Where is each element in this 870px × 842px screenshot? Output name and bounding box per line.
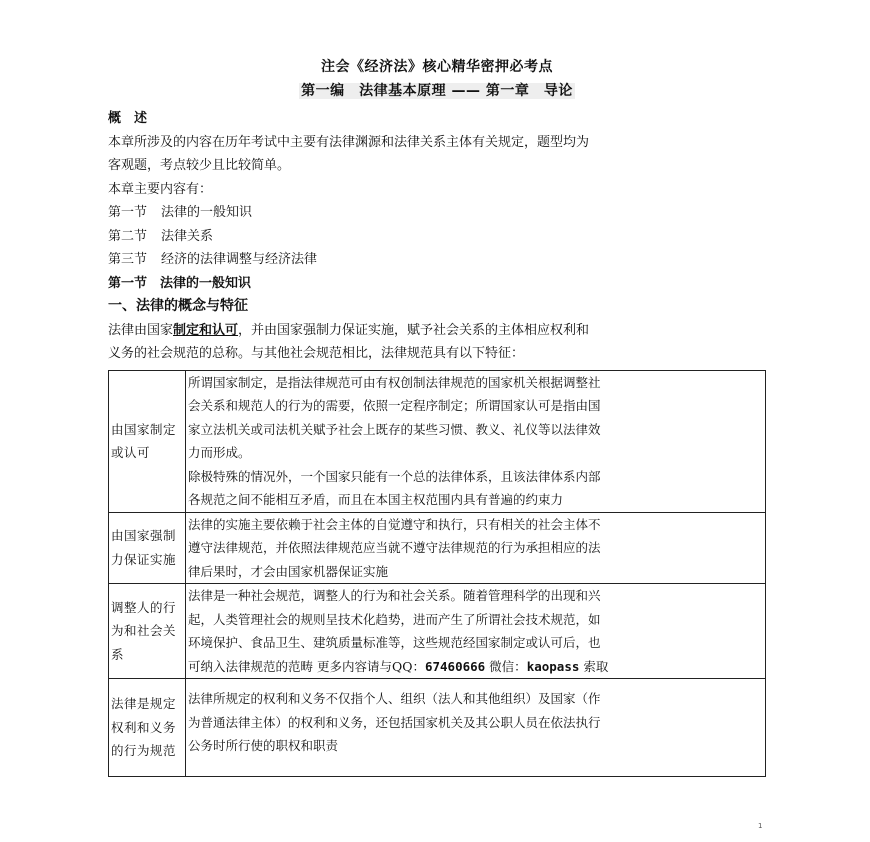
description-line: 法律的实施主要依赖于社会主体的自觉遵守和执行，只有相关的社会主体不 [188,516,601,532]
document-page [108,55,766,777]
description-line: 公务时所行使的职权和职责 [188,738,339,753]
description-line: 除极特殊的情况外，一个国家只能有一个总的法律体系，且该法律体系内部 [188,468,601,484]
document-title [108,55,766,79]
section-list-item [108,248,766,272]
section-name: 法律的一般知识 [161,205,253,220]
qq-number: 67460666 [424,658,486,674]
definition-prefix: 法律由国家 [108,322,174,338]
section-number: 第一节 [108,205,148,220]
description-line: 环境保护、食品卫生、建筑质量标准等，这些规范经国家制定或认可后，也 [188,635,601,650]
description-line [188,655,763,679]
page-number: 1 [758,822,763,830]
overview-intro-line-1: 本章所涉及的内容在历年考试中主要有法律渊源和法律关系主体有关规定，题型均为 [108,134,590,150]
contact-mid: 微信： [485,658,527,674]
overview-heading: 概 述 [108,111,148,126]
feature-description-cell [186,679,766,777]
section-name: 经济的法律调整与经济法律 [161,252,318,267]
description-line: 所谓国家制定，是指法律规范可由有权创制法律规范的国家机关根据调整社 [188,374,601,390]
feature-description-cell [186,584,766,679]
definition-line-2: 义务的社会规范的总称。与其他社会规范相比，法律规范具有以下特征： [108,346,525,361]
document-subtitle [108,79,766,103]
section-number: 第三节 [108,252,148,267]
feature-description-cell [186,370,766,512]
wechat-id: kaopass [526,658,580,674]
contents-label: 本章主要内容有： [108,181,213,197]
document-title-text: 注会《经济法》核心精华密押必考点 [321,59,553,75]
definition-line-1 [108,319,766,343]
contact-suffix: 索取 [579,658,609,674]
feature-name-cell: 法律是规定权利和义务的行为规范 [109,679,186,777]
features-table [108,370,766,777]
description-line: 为普通法律主体）的权利和义务，还包括国家机关及其公职人员在依法执行 [188,714,601,730]
overview-intro-line-2: 客观题，考点较少且比较简单。 [108,158,291,173]
description-line: 各规范之间不能相互矛盾，而且在本国主权范围内具有普遍的约束力 [188,492,564,507]
sub-heading: 一、法律的概念与特征 [108,298,248,314]
description-line: 法律是一种社会规范，调整人的行为和社会关系。随着管理科学的出现和兴 [188,588,601,603]
description-line: 律后果时，才会由国家机器保证实施 [188,563,389,579]
table-row [109,370,766,512]
description-line: 遵守法律规范，并依照法律规范应当就不遵守法律规范的行为承担相应的法 [188,540,601,555]
feature-name-cell: 由国家制定或认可 [109,370,186,512]
feature-name-cell: 由国家强制力保证实施 [109,512,186,584]
table-row [109,512,766,584]
definition-suffix: ，并由国家强制力保证实施，赋予社会关系的主体相应权利和 [238,322,590,338]
definition-emphasis: 制定和认可 [173,322,239,338]
section-list-item [108,225,766,249]
description-line: 会关系和规范人的行为的需要，依照一定程序制定；所谓国家认可是指由国 [188,398,601,413]
section-heading: 第一节 法律的一般知识 [108,275,252,291]
description-line: 力而形成。 [188,445,251,460]
section-name: 法律关系 [161,228,214,244]
description-line: 家立法机关或司法机关赋予社会上既存的某些习惯、教义、礼仪等以法律效 [188,421,601,437]
feature-description-cell [186,512,766,584]
table-row [109,584,766,679]
document-subtitle-text: 第一编 法律基本原理 —— 第一章 导论 [301,83,573,99]
section-list-item [108,201,766,225]
feature-name-cell: 调整人的行为和社会关系 [109,584,186,679]
table-row [109,679,766,777]
description-line: 法律所规定的权利和义务不仅指个人、组织（法人和其他组织）及国家（作 [188,691,601,706]
contact-prefix: 可纳入法律规范的范畴 更多内容请与QQ： [188,658,425,674]
description-line: 起，人类管理社会的规则呈技术化趋势，进而产生了所谓社会技术规范，如 [188,611,601,627]
section-number: 第二节 [108,228,148,244]
